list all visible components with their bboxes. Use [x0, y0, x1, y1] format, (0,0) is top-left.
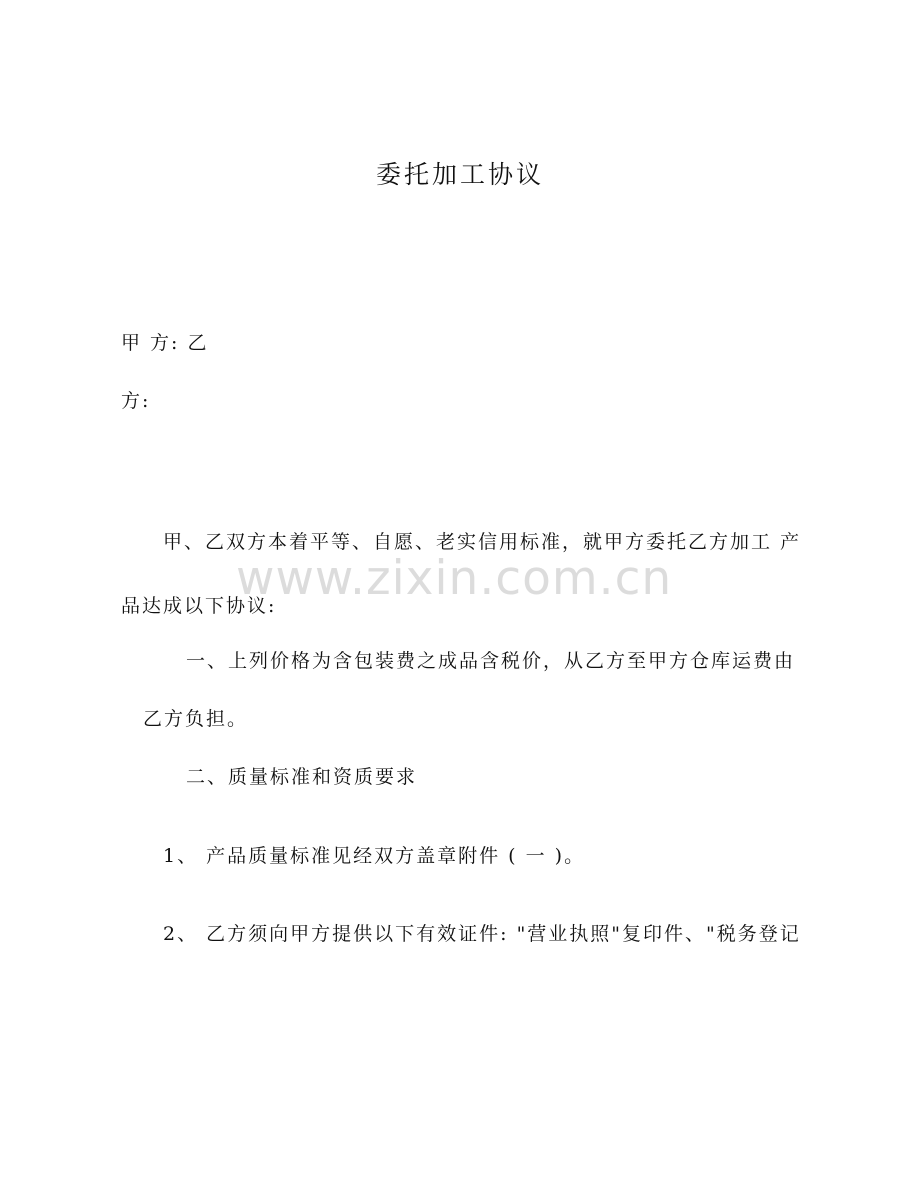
intro-paragraph-line-2: 品达成以下协议:	[121, 595, 277, 617]
intro-paragraph-line-1: 甲、乙双方本着平等、自愿、老实信用标准，就甲方委托乙方加工 产	[163, 531, 802, 553]
party-line-1: 甲 方: 乙	[121, 332, 209, 354]
list-item-1: 1、 产品质量标准见经双方盖章附件 ( 一 )。	[163, 845, 586, 867]
document-title: 委托加工协议	[375, 160, 544, 189]
clause-1-line-1: 一、上列价格为含包装费之成品含税价，从乙方至甲方仓库运费由	[186, 650, 796, 672]
clause-2-heading: 二、质量标准和资质要求	[186, 766, 418, 788]
party-line-2: 方:	[121, 390, 151, 412]
clause-1-line-2: 乙方负担。	[143, 708, 249, 730]
list-item-2: 2、 乙方须向甲方提供以下有效证件: "营业执照"复印件、"税务登记	[163, 923, 801, 945]
watermark: www.zixin.com.cn	[236, 551, 673, 606]
